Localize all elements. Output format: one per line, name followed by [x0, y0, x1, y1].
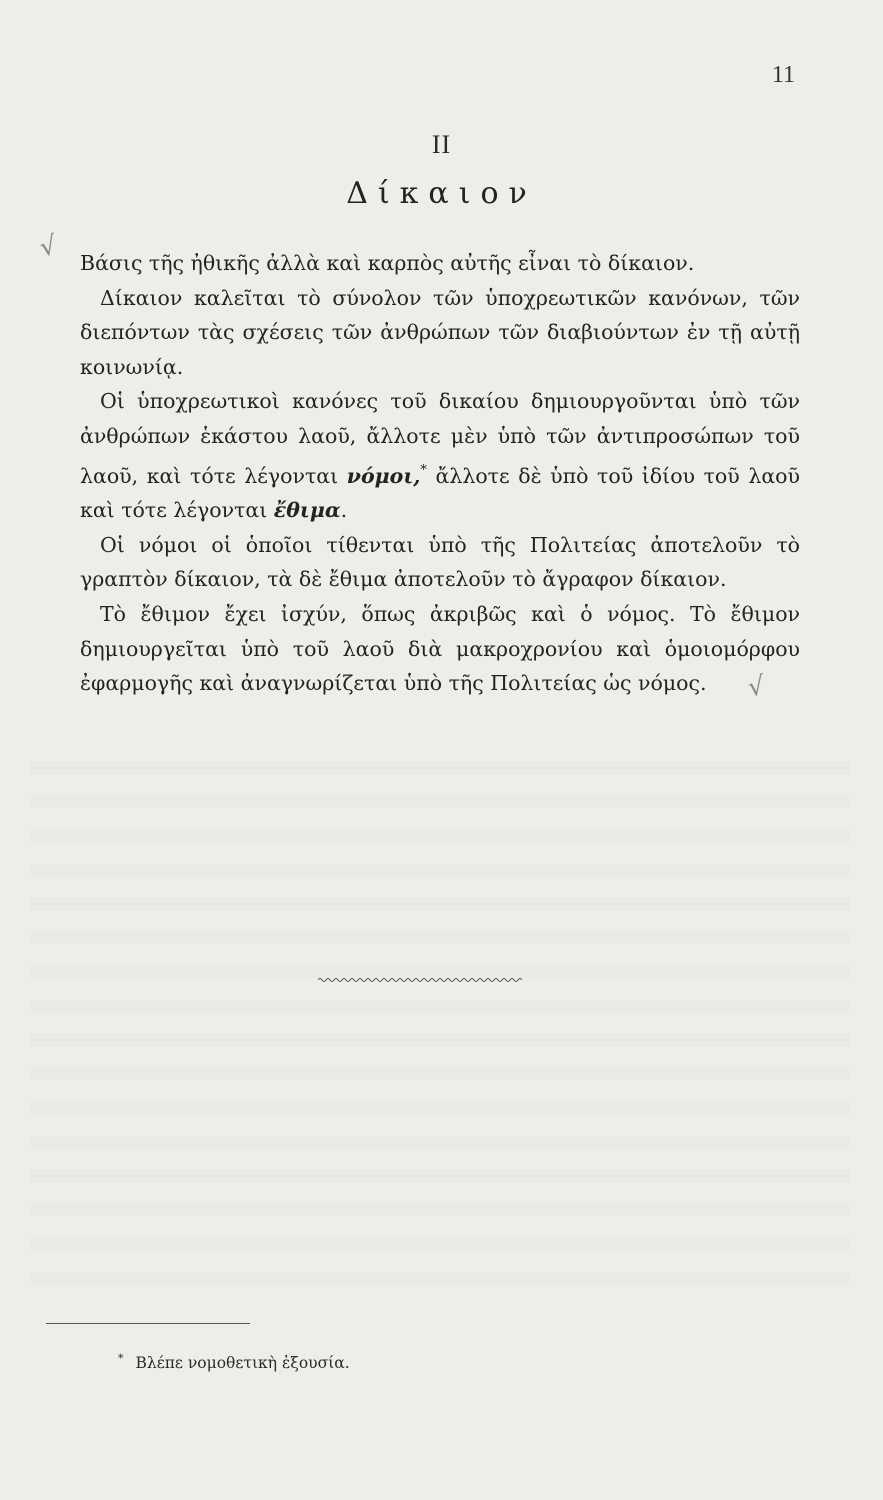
paragraph-3-text-a: Οἱ ὑποχρεωτικοὶ κανόνες τοῦ δικαίου δημιουργοῦνται ὑπὸ τῶν ἀνθρώπων ἑκάστου λαοῦ, ἄλλοτε μὲν ὑπὸ τῶν ἀντιπροσώπων τοῦ λαοῦ, καὶ τότε λέγονται [80, 389, 800, 488]
section-title: Δίκαιον [346, 176, 537, 211]
paragraph-2-text: Δίκαιον καλεῖται τὸ σύνολον τῶν ὑποχρεωτικῶν κανόνων, τῶν διεπόντων τὰς σχέσεις τῶν ἀνθρώπων τῶν διαβιούντων ἐν τῇ αὐτῇ κοινωνίᾳ. [80, 285, 800, 379]
show-through-texture [30, 740, 850, 1300]
paragraph-3-text-b: ἄλλοτε δὲ ὑπὸ τοῦ ἰδίου τοῦ λαοῦ καὶ τότε λέγονται [80, 463, 800, 523]
paragraph-1-text: Βάσις τῆς ἠθικῆς ἀλλὰ καὶ καρπὸς αὐτῆς εἶναι τὸ δίκαιον. [80, 251, 695, 275]
footnote-reference: * [420, 462, 427, 478]
check-mark-icon: √ [745, 670, 767, 704]
footnote [118, 1352, 350, 1372]
footnote-mark: * [118, 1352, 124, 1365]
keyword-ethima: ἔθιμα [273, 498, 341, 523]
paragraph-1 [80, 246, 800, 281]
paragraph-3 [80, 384, 800, 527]
check-mark-icon: √ [37, 230, 60, 264]
paragraph-5-text: Τὸ ἔθιμον ἔχει ἰσχύν, ὅπως ἀκριβῶς καὶ ὁ νόμος. Τὸ ἔθιμον δημιουργεῖται ὑπὸ τοῦ λαοῦ διὰ μακροχρονίου καὶ ὁμοιομόρφου ἐφαρμογῆς καὶ ἀναγνωρίζεται ὑπὸ τῆς Πολιτείας ὡς νόμος. [80, 601, 800, 696]
section-numeral: II [431, 130, 452, 159]
paragraph-4-text: Οἱ νόμοι οἱ ὁποῖοι τίθενται ὑπὸ τῆς Πολιτείας ἀποτελοῦν τὸ γραπτὸν δίκαιον, τὰ δὲ ἔθιμα ἀποτελοῦν τὸ ἄγραφον δίκαιον. [80, 532, 800, 592]
body-text [80, 246, 800, 704]
paragraph-2 [80, 281, 800, 385]
keyword-nomoi: νόμοι, [346, 463, 421, 488]
paragraph-3-end: . [340, 498, 348, 523]
footnote-text: Βλέπε νομοθετικὴ ἐξουσία. [135, 1354, 350, 1372]
paragraph-4 [80, 528, 800, 597]
page-number: 11 [771, 62, 795, 88]
footnote-rule [46, 1323, 250, 1324]
wavy-ornament-divider [318, 976, 524, 984]
paragraph-5 [80, 597, 800, 704]
